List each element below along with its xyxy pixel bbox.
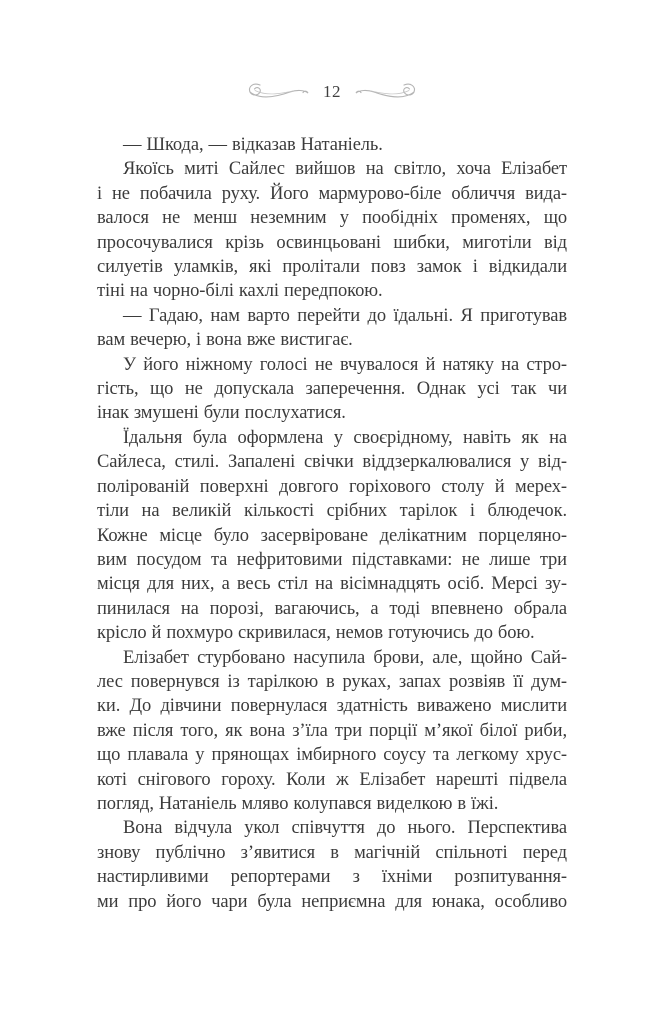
paragraph <box>97 646 567 817</box>
text-line: — Гадаю, нам варто перейти до їдальні. Я приготував <box>123 305 567 326</box>
text-line: місця для них, а весь стіл на вісімнадцять осіб. Мерсі зу- <box>97 574 567 595</box>
flourish-left-icon <box>246 81 310 103</box>
paragraph <box>97 353 567 426</box>
text-line: — Шкода, — відказав Натаніель. <box>123 135 383 155</box>
text-block <box>97 133 567 914</box>
text-line: ми про його чари була неприємна для юнака, особливо <box>97 891 567 912</box>
text-line: пинилася на порозі, вагаючись, а тоді впевнено обрала <box>97 598 567 619</box>
flourish-right-icon <box>354 81 418 103</box>
text-line: Кожне місце було засервіроване делікатним порцеляно- <box>97 525 567 546</box>
paragraph <box>97 304 567 353</box>
text-line: Сайлеса, стилі. Запалені свічки віддзеркалювалися у від- <box>97 452 567 473</box>
text-line: Їдальня була оформлена у своєрідному, навіть як на <box>123 427 567 448</box>
text-line: Вона відчула укол співчуття до нього. Перспектива <box>123 818 567 839</box>
paragraph <box>97 426 567 646</box>
text-line: полірованій поверхні довгого горіхового столу й мерех- <box>97 476 567 497</box>
text-line: силуетів уламків, які пролітали повз замок і відкидали <box>97 257 567 278</box>
page-number: 12 <box>323 81 341 101</box>
text-line: гість, що не допускала заперечення. Однак усі так чи <box>97 379 567 400</box>
text-line: крісло й похмуро скривилася, немов готуючись до бою. <box>97 623 535 644</box>
text-line: вже після того, як вона з’їла три порції м’якої білої риби, <box>97 720 567 741</box>
text-line: тіли на великій кількості срібних тарілок і блюдечок. <box>97 501 567 522</box>
text-line: вим посудом та нефритовими підставками: не лише три <box>97 549 567 570</box>
text-line: просочувалися крізь освинцьовані шибки, миготіли від <box>97 232 567 253</box>
text-line: У його ніжному голосі не вчувалося й натяку на стро- <box>123 354 567 375</box>
paragraph <box>97 816 567 914</box>
paragraph <box>97 157 567 303</box>
text-line: погляд, Натаніель мляво колупався виделкою в їжі. <box>97 793 499 814</box>
text-line: вам вечерю, і вона вже вистигає. <box>97 330 353 351</box>
text-line: лес повернувся із тарілкою в руках, запах розвіяв її дум- <box>97 671 567 692</box>
paragraph <box>97 133 567 157</box>
text-line: Якоїсь миті Сайлес вийшов на світло, хоча Елізабет <box>123 159 567 180</box>
text-line: ки. До дівчини повернулася здатність виважено мислити <box>97 696 567 717</box>
page-header <box>97 79 567 105</box>
text-line: валося не менш неземним у пообідніх променях, що <box>97 208 567 229</box>
text-line: що плавала у прянощах імбирного соусу та легкому хрус- <box>97 745 567 766</box>
text-line: настирливими репортерами з їхніми розпитування- <box>97 867 567 888</box>
text-line: Елізабет стурбовано насупила брови, але, щойно Сай- <box>123 647 567 668</box>
text-line: тіні на чорно-білі кахлі передпокою. <box>97 281 383 302</box>
text-line: інак змушені були послухатися. <box>97 403 346 424</box>
text-line: коті снігового гороху. Коли ж Елізабет нарешті підвела <box>97 769 567 790</box>
text-line: знову публічно з’явитися в магічній спільноті перед <box>97 842 567 863</box>
text-line: і не побачила руху. Його мармурово-біле обличчя вида- <box>97 183 567 204</box>
